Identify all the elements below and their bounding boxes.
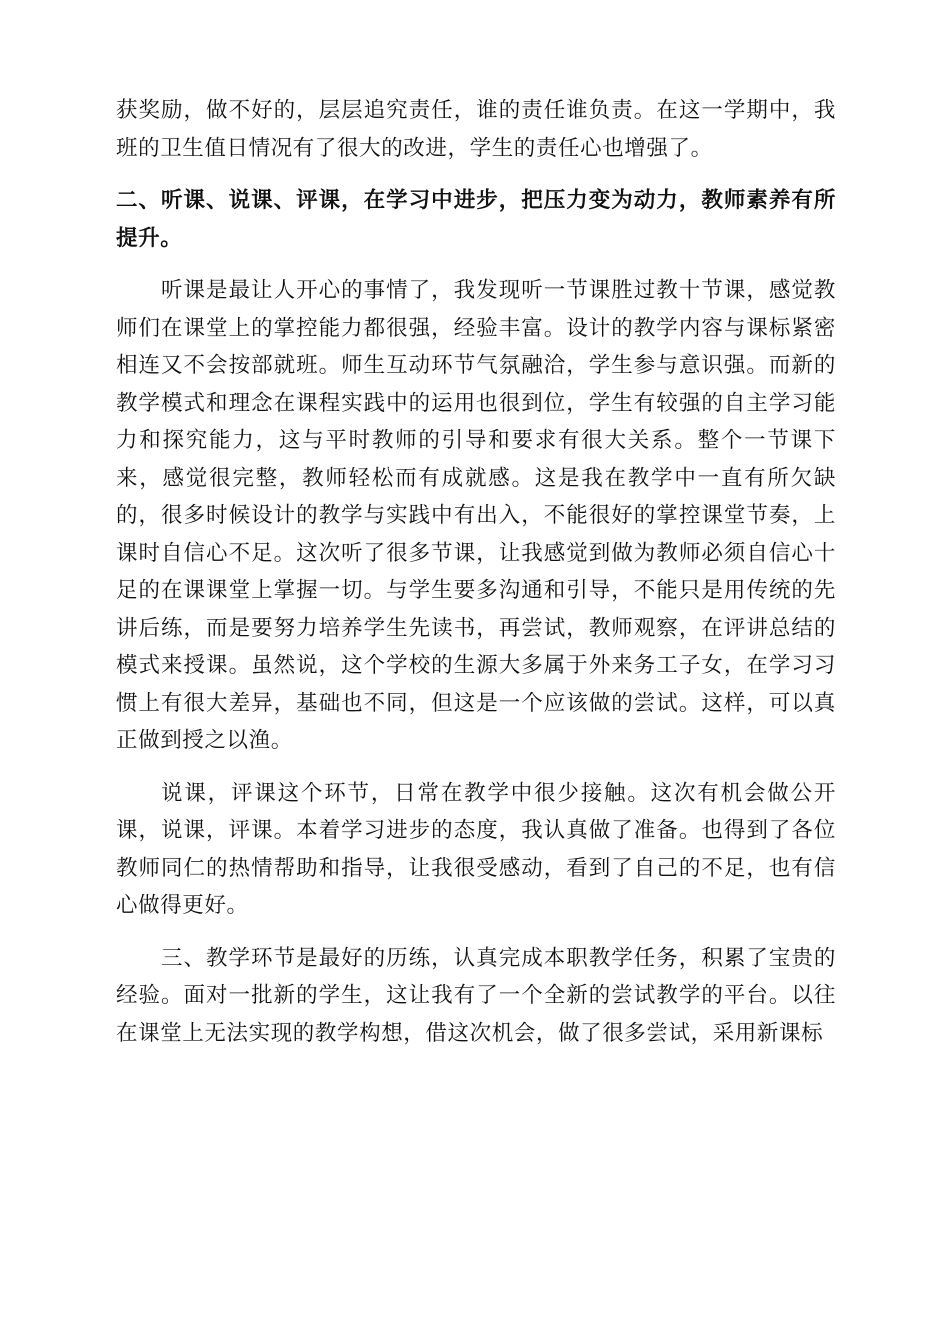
section-heading-2: 二、听课、说课、评课，在学习中进步，把压力变为动力，教师素养有所提升。 [116, 188, 836, 251]
body-paragraph-listening: 听课是最让人开心的事情了，我发现听一节课胜过教十节课，感觉教师们在课堂上的掌控能力都很强，经验丰富。设计的教学内容与课标紧密相连又不会按部就班。师生互动环节气氛融洽，学生参与意识强。而新的教学模式和理念在课程实践中的运用也很到位，学生有较强的自主学习能力和探究能力，这与平时教师的引导和要求有很大关系。整个一节课下来，感觉很完整，教师轻松而有成就感。这是我在教学中一直有所欠缺的，很多时候设计的教学与实践中有出入，不能很好的掌控课堂节奏，上课时自信心不足。这次听了很多节课，让我感觉到做为教师必须自信心十足的在课课堂上掌握一切。与学生要多沟通和引导，不能只是用传统的先讲后练，而是要努力培养学生先读书，再尝试，教师观察，在评讲总结的模式来授课。虽然说，这个学校的生源大多属于外来务工子女，在学习习惯上有很大差异，基础也不同，但这是一个应该做的尝试。这样，可以真正做到授之以渔。 [116, 278, 836, 753]
section-paragraph-3: 三、教学环节是最好的历练，认真完成本职教学任务，积累了宝贵的经验。面对一批新的学生，这让我有了一个全新的尝试教学的平台。以往在课堂上无法实现的教学构想，借这次机会，做了很多尝试，采用新课标 [116, 945, 836, 1046]
body-paragraph-continued: 获奖励，做不好的，层层追究责任，谁的责任谁负责。在这一学期中，我班的卫生值日情况有了很大的改进，学生的责任心也增强了。 [116, 98, 836, 161]
document-page [116, 92, 836, 1052]
body-paragraph-speaking: 说课，评课这个环节，日常在教学中很少接触。这次有机会做公开课，说课，评课。本着学习进步的态度，我认真做了准备。也得到了各位教师同仁的热情帮助和指导，让我很受感动，看到了自己的不足，也有信心做得更好。 [116, 780, 836, 918]
